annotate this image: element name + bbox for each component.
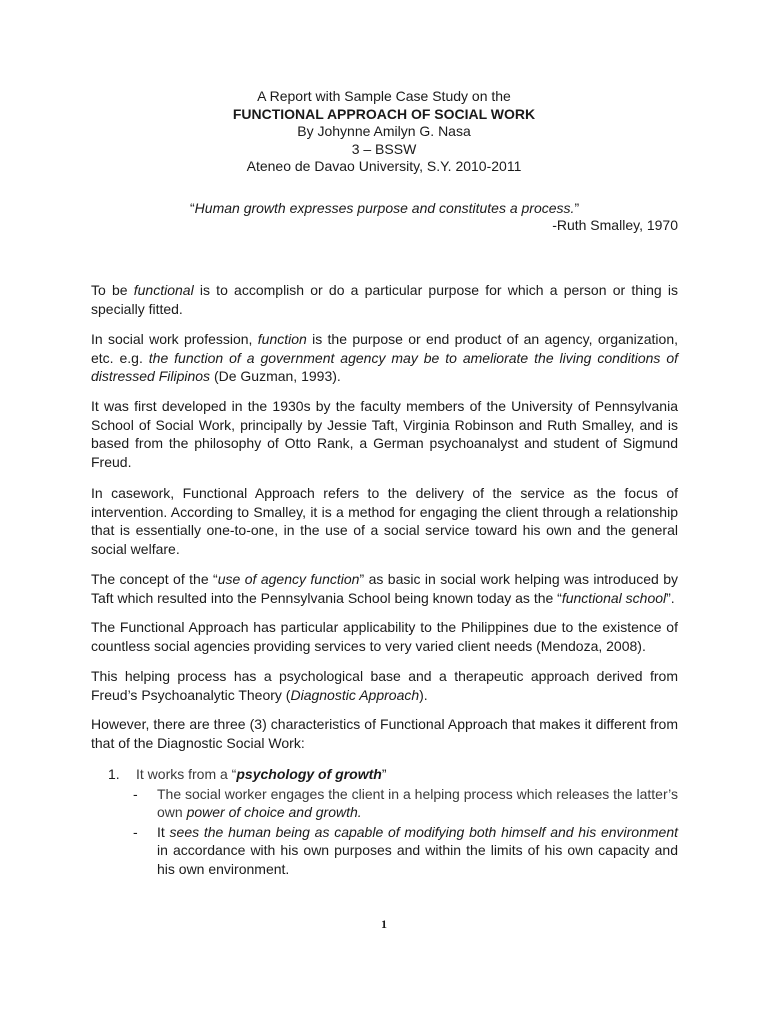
paragraph-casework: In casework, Functional Approach refers to the delivery of the service as the focus of intervention. According to Smalley, it is a method for engaging the client through a relationship that is essentially one-to-one, in the use of a social service toward his own and the general social welfare. — [91, 485, 678, 557]
italic-term: function — [257, 331, 307, 347]
dash-bullet: - — [133, 823, 138, 840]
quote-close-mark: ” — [574, 200, 580, 216]
text-run: in accordance with his own purposes and within the limits of his own capacity and his own environment. — [157, 842, 678, 877]
report-school: Ateneo de Davao University, S.Y. 2010-2011 — [246, 158, 522, 174]
sub-list-item — [133, 785, 678, 822]
paragraph-agency-function — [91, 570, 678, 607]
italic-term: power of choice and growth. — [186, 804, 362, 820]
text-run: To be — [91, 282, 134, 298]
italic-term: functional school — [561, 589, 667, 606]
italic-example: the function of a government agency may be to ameliorate the living conditions of distressed Filipinos — [91, 349, 678, 384]
text-run: (De Guzman, 1993). — [210, 368, 341, 384]
paragraph-characteristics-intro: However, there are three (3) characteristics of Functional Approach that makes it different from that of the Diagnostic Social Work: — [91, 716, 678, 751]
text-run: ” as basic in social work helping was introduced by Taft which resulted into the Pennsylvania School being known today as the “ — [91, 571, 678, 606]
text-run: The social worker engages the client in a helping process which releases the latter’s own — [157, 785, 678, 820]
paragraph-definition-function — [91, 330, 678, 386]
page-number: 1 — [381, 917, 387, 931]
text-run: This helping process has a psychological base and a therapeutic approach derived from Freud’s Psychoanalytic Theory ( — [91, 668, 678, 703]
paragraph-definition-functional — [91, 281, 678, 318]
paragraph-psychological-base — [91, 667, 678, 704]
report-class: 3 – BSSW — [351, 140, 417, 157]
paragraph-history: It was first developed in the 1930s by the faculty members of the University of Pennsylvania School of Social Work, principally by Jessie Taft, Virginia Robinson and Ruth Smalley, and is based from the philosophy of Otto Rank, a German psychoanalyst and student of Sigmund Freud. — [91, 398, 678, 470]
italic-term: Diagnostic Approach — [290, 686, 420, 703]
list-item-text — [136, 765, 386, 784]
italic-term: functional — [133, 282, 194, 298]
italic-term: sees the human being as capable of modifying both himself and his environment — [169, 823, 678, 840]
report-title: FUNCTIONAL APPROACH OF SOCIAL WORK — [232, 105, 536, 122]
report-header — [0, 88, 768, 176]
sub-list-item — [133, 823, 678, 879]
text-run: ”. — [666, 589, 675, 606]
text-run: ). — [419, 686, 428, 703]
text-run: is to accomplish or do a particular purpose for which a person or thing is specially fitted. — [91, 282, 679, 317]
epigraph-author: -Ruth Smalley, 1970 — [552, 217, 678, 233]
text-run: ” — [381, 766, 387, 782]
report-subtitle: A Report with Sample Case Study on the — [257, 88, 511, 104]
text-run: The concept of the “ — [91, 571, 218, 587]
list-number: 1. — [108, 766, 120, 782]
text-run: is the purpose or end product of an agency, organization, etc. e.g. — [91, 331, 678, 366]
bold-italic-term: psychology of growth — [236, 766, 382, 782]
text-run: It works from a “ — [136, 766, 237, 782]
list-item — [108, 765, 678, 784]
quote-open-mark: “ — [190, 200, 195, 216]
italic-term: use of agency function — [217, 571, 360, 587]
epigraph-quote — [190, 200, 579, 217]
report-author: By Johynne Amilyn G. Nasa — [297, 123, 471, 139]
text-run: In social work profession, — [91, 331, 258, 347]
text-run: It — [157, 823, 170, 840]
dash-bullet: - — [133, 785, 138, 802]
paragraph-philippines: The Functional Approach has particular applicability to the Philippines due to the existence of countless social agencies providing services to very varied client needs (Mendoza, 2008). — [91, 619, 678, 654]
characteristics-list — [108, 765, 678, 878]
quote-text: Human growth expresses purpose and constitutes a process. — [194, 200, 575, 216]
